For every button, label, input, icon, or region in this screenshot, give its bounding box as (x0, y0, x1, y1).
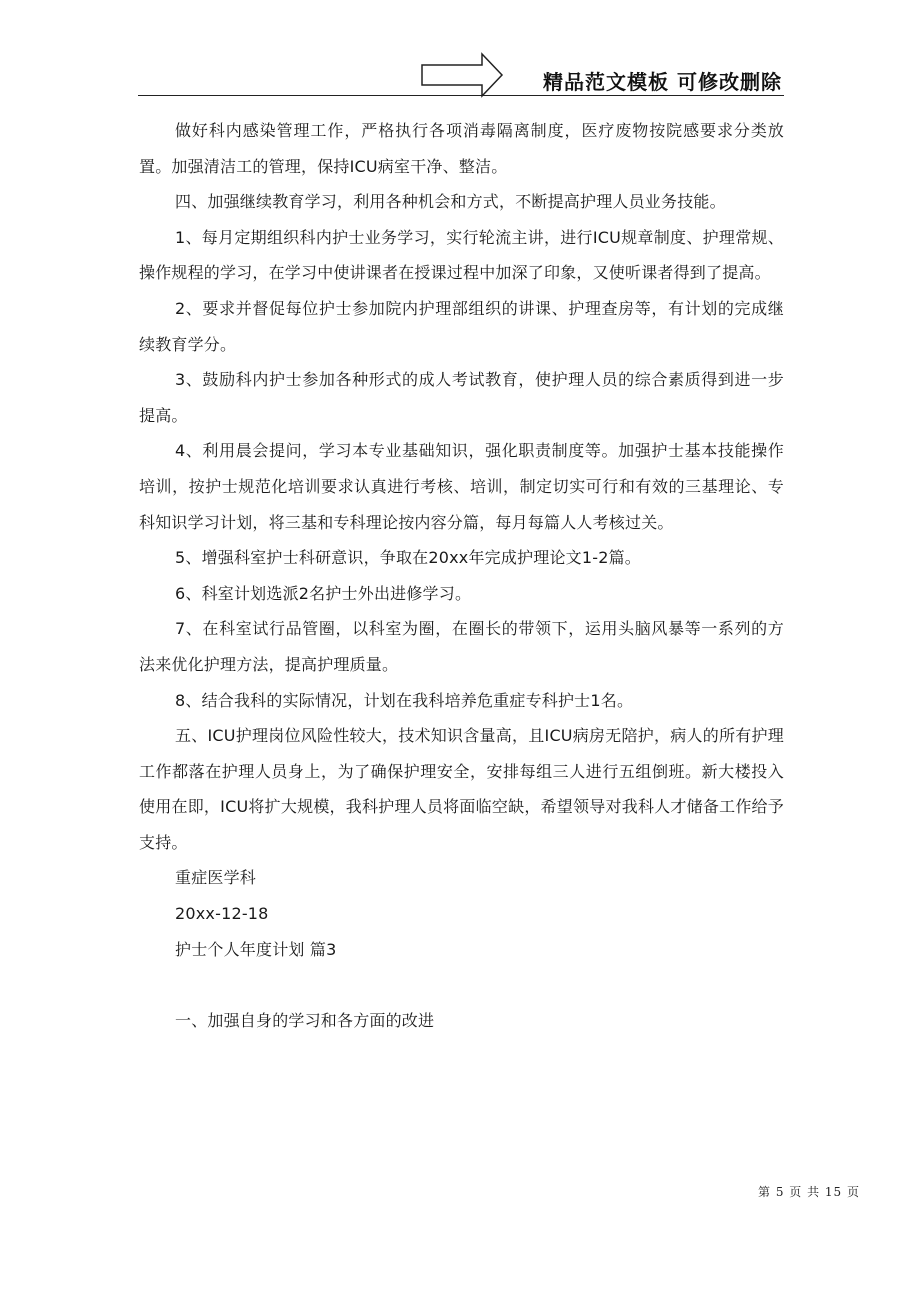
arrow-right-icon (420, 52, 504, 98)
paragraph: 7、在科室试行品管圈，以科室为圈，在圈长的带领下，运用头脑风暴等一系列的方法来优化护理方法，提高护理质量。 (139, 619, 784, 674)
paragraph: 3、鼓励科内护士参加各种形式的成人考试教育，使护理人员的综合素质得到进一步提高。 (139, 370, 784, 425)
header-title: 精品范文模板 可修改删除 (543, 70, 782, 94)
paragraph: 1、每月定期组织科内护士业务学习，实行轮流主讲，进行ICU规章制度、护理常规、操作规程的学习，在学习中使讲课者在授课过程中加深了印象，又使听课者得到了提高。 (139, 227, 784, 283)
paragraph: 6、科室计划选派2名护士外出进修学习。 (175, 583, 472, 603)
section-title: 护士个人年度计划 篇3 (175, 939, 337, 959)
page-header (138, 52, 784, 98)
signature-date: 20xx-12-18 (175, 904, 269, 924)
page-number: 第 5 页 共 15 页 (758, 1185, 860, 1199)
paragraph: 4、利用晨会提问，学习本专业基础知识，强化职责制度等。加强护士基本技能操作培训，按护士规范化培训要求认真进行考核、培训，制定切实可行和有效的三基理论、专科知识学习计划，将三基和专科理论按内容分篇，每月每篇人人考核过关。 (139, 441, 784, 532)
paragraph: 四、加强继续教育学习，利用各种机会和方式，不断提高护理人员业务技能。 (175, 192, 726, 212)
section-heading: 一、加强自身的学习和各方面的改进 (175, 1011, 435, 1031)
paragraph: 8、结合我科的实际情况，计划在我科培养危重症专科护士1名。 (175, 690, 634, 710)
header-rule (138, 95, 784, 96)
paragraph: 做好科内感染管理工作，严格执行各项消毒隔离制度，医疗废物按院感要求分类放置。加强清洁工的管理，保持ICU病室干净、整洁。 (139, 121, 784, 176)
signature-department: 重症医学科 (175, 868, 257, 888)
blank-line (139, 967, 784, 1003)
paragraph: 5、增强科室护士科研意识，争取在20xx年完成护理论文1-2篇。 (175, 548, 642, 568)
document-body (139, 113, 784, 1039)
paragraph: 五、ICU护理岗位风险性较大，技术知识含量高，且ICU病房无陪护，病人的所有护理工作都落在护理人员身上，为了确保护理安全，安排每组三人进行五组倒班。新大楼投入使用在即，ICU将扩大规模，我科护理人员将面临空缺，希望领导对我科人才储备工作给予支持。 (139, 726, 784, 852)
paragraph: 2、要求并督促每位护士参加院内护理部组织的讲课、护理查房等，有计划的完成继续教育学分。 (139, 298, 784, 354)
